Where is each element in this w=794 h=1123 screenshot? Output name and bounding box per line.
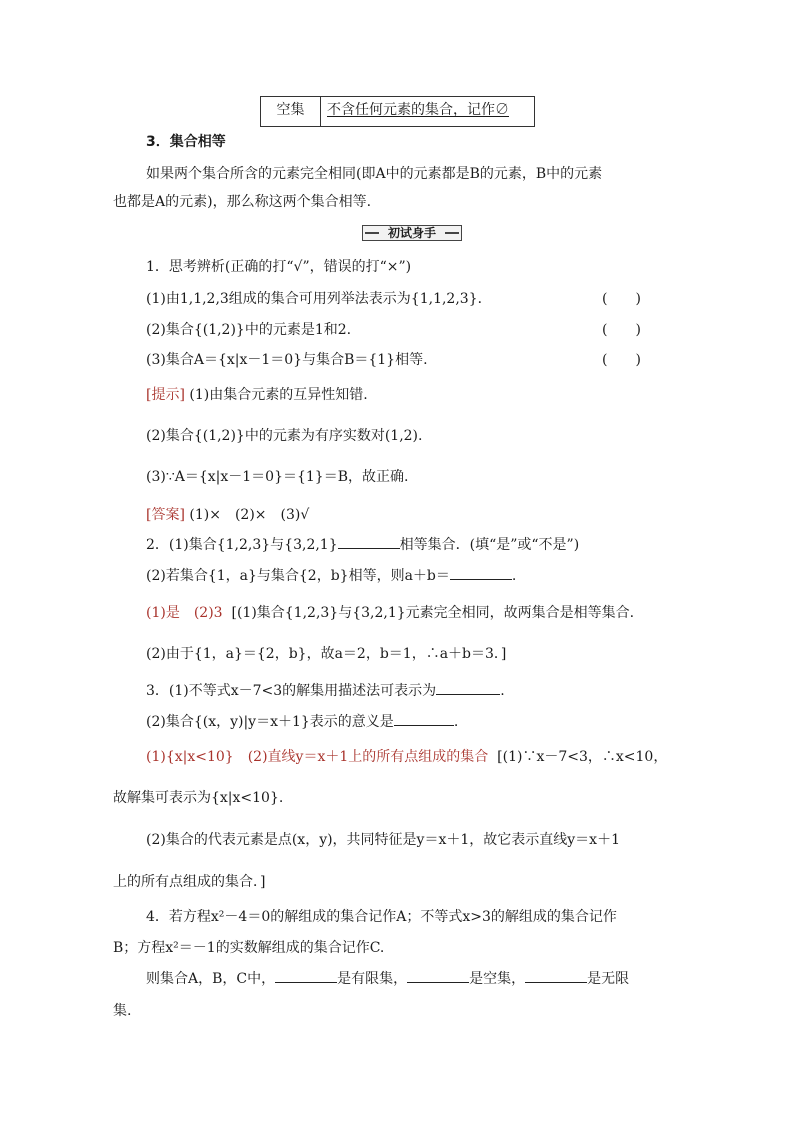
q3-line2 [146,711,458,731]
q4-line4: 集. [113,1003,132,1019]
q1-title: 1．思考辨析(正确的打“√”，错误的打“×”) [146,259,412,275]
banner-label: 初试身手 [362,225,462,241]
q1-answer-paren-2: ( ) [602,322,641,338]
q1-hint-line1 [146,384,368,404]
q2-answer-line1 [146,602,634,622]
q4-line3-b: 是有限集， [337,971,408,987]
answer-label: [答案] [146,507,185,523]
q1-item-3: (3)集合A＝{x|x－1＝0}与集合B＝{1}相等. [146,352,428,368]
q2-line2-pre: (2)若集合{1，a}与集合{2，b}相等，则a＋b＝ [146,568,450,584]
q1-item-1: (1)由1,1,2,3组成的集合可用列举法表示为{1,1,2,3}． [146,291,492,307]
q1-hint-line3: (3)∵A＝{x|x－1＝0}＝{1}＝B，故正确. [146,469,409,485]
section-heading: 3．集合相等 [146,134,226,150]
table-cell-term: 空集 [261,97,321,126]
q3-answer-line2: 故解集可表示为{x|x<10}. [113,790,284,806]
q3-answer-line3: (2)集合的代表元素是点(x，y)，共同特征是y＝x＋1，故它表示直线y＝x＋1 [146,832,620,848]
q1-answer-paren-3: ( ) [602,352,641,368]
q3-answer-explanation: [(1)∵x－7<3，∴x<10， [497,749,668,765]
q2-answer-explanation: [(1)集合{1,2,3}与{3,2,1}元素完全相同，故两集合是相等集合. [231,605,635,621]
q2-line2 [146,565,516,585]
q4-line3-a: 则集合A，B，C中， [146,971,276,987]
q3-line1-post: . [500,683,505,699]
answer-blank [394,713,454,726]
q2-line1-pre: 2．(1)集合{1,2,3}与{3,2,1} [146,537,338,553]
q2-answer-red: (1)是 (2)3 [146,605,223,621]
q4-line3-d: 是无限 [587,971,630,987]
q3-answer-red: (1){x|x<10} (2)直线y＝x＋1上的所有点组成的集合 [146,749,489,765]
q3-line2-post: . [453,714,459,730]
answer-blank [407,970,469,983]
q4-line3-c: 是空集， [469,971,526,987]
q2-answer-line2: (2)由于{1，a}＝{2，b}，故a＝2，b＝1，∴a＋b＝3．] [146,646,507,662]
hint-text-1: (1)由集合元素的互异性知错. [189,387,368,403]
q3-answer-line1 [146,746,667,766]
answer-blank [436,682,500,695]
definition-table [260,96,535,127]
table-cell-definition: 不含任何元素的集合，记作∅ [327,102,509,118]
q1-hint-line2: (2)集合{(1,2)}中的元素为有序实数对(1,2). [146,428,423,444]
q1-answer-line [146,504,309,524]
q2-line1 [146,534,579,554]
q3-answer-line4: 上的所有点组成的集合．] [113,874,266,890]
q3-line1 [146,680,505,700]
section-paragraph-line2: 也都是A的元素)，那么称这两个集合相等. [113,194,372,210]
q4-line3 [146,968,629,988]
section-paragraph-line1: 如果两个集合所含的元素完全相同(即A中的元素都是B的元素，B中的元素 [146,166,603,182]
q3-line1-pre: 3．(1)不等式x－7<3的解集用描述法可表示为 [146,683,437,699]
q2-line1-post: 相等集合．(填“是”或“不是”) [399,537,580,553]
q1-answer-paren-1: ( ) [602,291,641,307]
answer-blank [338,536,400,549]
answer-text: (1)× (2)× (3)√ [189,507,310,523]
answer-blank [525,970,587,983]
q4-line2: B；方程x²＝－1的实数解组成的集合记作C. [113,940,385,956]
answer-blank [275,970,337,983]
q2-line2-post: . [511,568,517,584]
answer-blank [450,567,512,580]
q4-line1: 4．若方程x²－4＝0的解组成的集合记作A；不等式x>3的解组成的集合记作 [146,909,617,925]
q1-item-2: (2)集合{(1,2)}中的元素是1和2. [146,322,352,338]
q3-line2-pre: (2)集合{(x，y)|y＝x＋1}表示的意义是 [146,714,394,730]
hint-label: [提示] [146,387,185,403]
